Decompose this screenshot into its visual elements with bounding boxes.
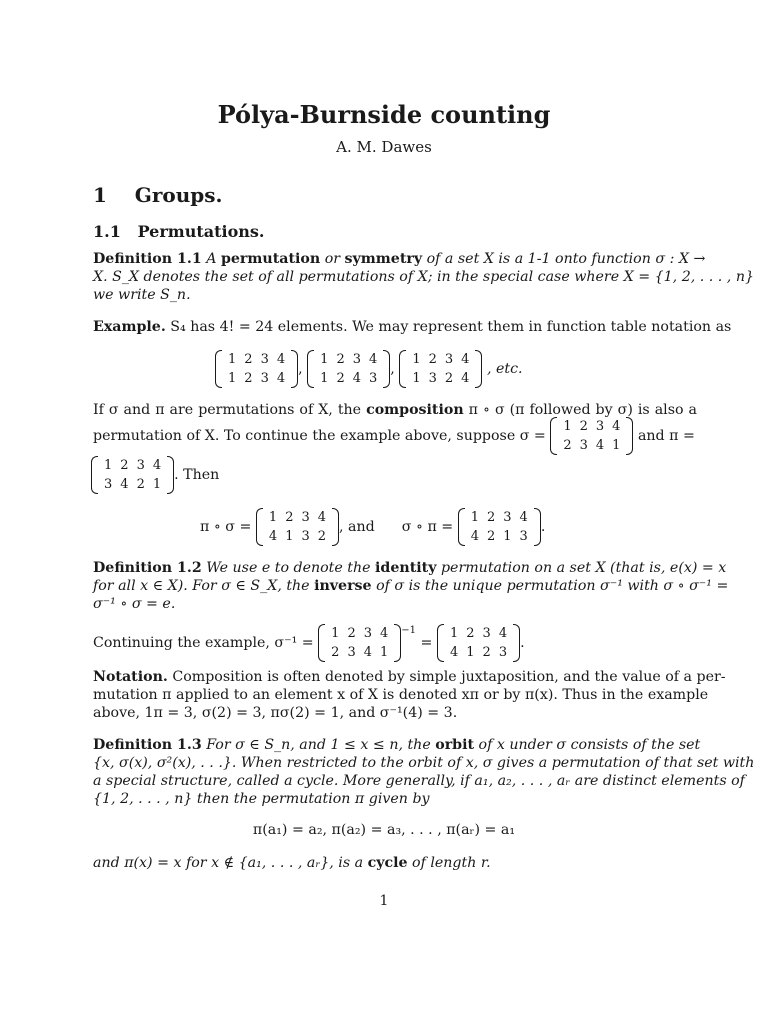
matrix-cell: 3: [482, 626, 491, 641]
comp-text: If σ and π are permutations of X, the: [93, 402, 367, 418]
matrix-cell: 1: [380, 645, 389, 660]
inverse-example: [93, 624, 525, 662]
example-text: S₄ has 4! = 24 elements. We may represent them in function table notation as: [170, 319, 732, 335]
matrix-cell: 2: [486, 510, 496, 525]
and-text: , and: [339, 519, 375, 535]
matrix-cell: 4: [461, 371, 470, 386]
matrix-cell: 1: [612, 438, 621, 453]
matrix-cell: 1: [412, 352, 421, 367]
matrix-cell: 1: [268, 510, 278, 525]
matrix-sigma: [550, 417, 633, 455]
section-title: Groups.: [134, 183, 223, 207]
matrix-row: [100, 456, 165, 475]
matrix-table: [408, 350, 473, 388]
matrix-cell: 4: [470, 529, 479, 544]
matrix-cell: 3: [347, 645, 356, 660]
etc-text: , etc.: [486, 361, 523, 377]
term-identity: identity: [375, 560, 437, 576]
matrix-cell: 3: [369, 371, 378, 386]
matrix-cell: 2: [579, 419, 588, 434]
matrix-cell: 4: [461, 352, 470, 367]
def12-text: We use e to denote the: [201, 560, 376, 576]
def11-text: or: [320, 251, 345, 267]
matrix-m2: [307, 350, 390, 388]
def12-text: permutation on a set X (that is, e(x) = x: [436, 560, 727, 576]
def12-line3: σ⁻¹ ∘ σ = e.: [93, 596, 176, 612]
matrix-cell: 3: [260, 371, 269, 386]
matrix-pisigma: [256, 508, 339, 546]
matrix-cell: 2: [466, 626, 475, 641]
cycle-display: π(a₁) = a₂, π(a₂) = a₃, . . . , π(aᵣ) = a₁: [252, 822, 516, 838]
matrix-sigmapi: [458, 508, 541, 546]
matrix-cell: 2: [347, 626, 356, 641]
matrix-row: [265, 508, 330, 527]
notation-line3: above, 1π = 3, σ(2) = 3, πσ(2) = 1, and σ⁻¹(4) = 3.: [93, 705, 458, 721]
matrix-cell: 1: [449, 626, 459, 641]
matrix-cell: 2: [486, 529, 496, 544]
matrix-row: [265, 527, 330, 546]
matrix-cell: 4: [449, 645, 459, 660]
matrix-cell: 2: [482, 645, 491, 660]
matrix-cell: 1: [104, 458, 113, 473]
def13-line4: {1, 2, . . . , n} then the permutation π given by: [93, 791, 430, 807]
matrix-sigma-again: [318, 624, 401, 662]
matrix-row: [327, 643, 392, 662]
def11-text: of a set X is a 1-1 onto function σ : X →: [422, 251, 706, 267]
matrix-cell: 3: [352, 352, 361, 367]
matrix-cell: 3: [519, 529, 528, 544]
def11-line3: we write S_n.: [93, 287, 191, 303]
matrix-cell: 3: [595, 419, 605, 434]
page-number: 1: [379, 893, 389, 909]
comp-text: π ∘ σ (π followed by σ) is also a: [463, 402, 697, 418]
comp-line2: [93, 417, 695, 455]
matrix-row: [100, 475, 165, 494]
matrix-table: [224, 350, 289, 388]
matrix-table: [316, 350, 381, 388]
matrix-cell: 3: [104, 477, 113, 492]
matrix-cell: 2: [120, 458, 129, 473]
matrix-cell: 4: [380, 626, 389, 641]
comma: ,: [390, 361, 395, 377]
example-line: [93, 318, 731, 336]
term-inverse: inverse: [314, 578, 372, 594]
term-permutation: permutation: [220, 251, 321, 267]
matrix-cell: 1: [320, 371, 329, 386]
term-symmetry: symmetry: [344, 251, 423, 267]
matrix-table: [327, 624, 392, 662]
def13-text: and π(x) = x for x ∉ {a₁, . . . , aᵣ}, is a: [93, 855, 368, 871]
matrix-cell: 4: [276, 371, 286, 386]
matrix-row: [316, 369, 381, 388]
section-number: 1: [93, 183, 107, 207]
matrix-cell: 4: [498, 626, 508, 641]
section-heading: [93, 183, 223, 207]
inverse-lhs: Continuing the example, σ⁻¹ =: [93, 635, 319, 651]
comp-text: . Then: [174, 467, 220, 483]
matrix-row: [446, 624, 511, 643]
matrix-cell: 1: [228, 371, 237, 386]
matrix-cell: 1: [320, 352, 329, 367]
def13-line3: a special structure, called a cycle. More generally, if a₁, a₂, . . . , aᵣ are distinct elements of: [93, 773, 745, 789]
matrix-cell: 2: [336, 352, 345, 367]
def13-line1: [93, 736, 701, 754]
matrix-cell: 1: [470, 510, 479, 525]
def13-line2: {x, σ(x), σ²(x), . . .}. When restricted to the orbit of x, σ gives a permutation of that set with: [93, 755, 755, 771]
matrix-cell: 1: [563, 419, 572, 434]
matrix-cell: 1: [466, 645, 475, 660]
matrix-row: [467, 508, 532, 527]
def13-text: For σ ∈ S_n, and 1 ≤ x ≤ n, the: [201, 737, 436, 753]
def11-line1: [93, 250, 706, 268]
matrix-cell: 1: [228, 352, 237, 367]
matrix-cell: 4: [369, 352, 378, 367]
term-orbit: orbit: [435, 737, 475, 753]
matrix-cell: 2: [336, 371, 345, 386]
def13-line5: [93, 854, 491, 872]
matrix-cell: 2: [444, 371, 454, 386]
comma: ,: [298, 361, 303, 377]
sigmapi-lhs: σ ∘ π =: [401, 519, 458, 535]
matrix-cell: 1: [412, 371, 421, 386]
notation-text: Composition is often denoted by simple juxtaposition, and the value of a per-: [167, 669, 726, 685]
matrix-row: [408, 369, 473, 388]
matrix-row: [316, 350, 381, 369]
matrix-cell: 3: [136, 458, 145, 473]
matrix-cell: 2: [244, 352, 253, 367]
matrix-row: [224, 369, 289, 388]
comp-text: and π =: [637, 428, 695, 444]
matrix-cell: 2: [317, 529, 327, 544]
matrix-m3: [399, 350, 482, 388]
matrix-row: [559, 436, 624, 455]
comp-line3: [91, 456, 219, 494]
matrix-table: [265, 508, 330, 546]
period: .: [540, 519, 546, 535]
composition-display: [200, 508, 545, 546]
def13-label: Definition 1.3: [93, 737, 202, 753]
pisigma-lhs: π ∘ σ =: [200, 519, 256, 535]
matrix-m1: [215, 350, 298, 388]
notation-line2: mutation π applied to an element x of X is denoted xπ or by π(x). Thus in the example: [93, 687, 709, 703]
matrix-cell: 3: [444, 352, 454, 367]
term-composition: composition: [366, 402, 464, 418]
subsection-title: Permutations.: [137, 222, 265, 241]
notation-label: Notation.: [93, 669, 168, 685]
matrix-cell: 4: [612, 419, 621, 434]
def11-text: A: [206, 251, 221, 267]
matrix-row: [467, 527, 532, 546]
matrix-cell: 4: [276, 352, 286, 367]
matrix-row: [559, 417, 624, 436]
matrix-row: [446, 643, 511, 662]
def12-line1: [93, 559, 727, 577]
matrix-cell: 4: [363, 645, 373, 660]
matrix-cell: 3: [260, 352, 269, 367]
def12-line2: [93, 577, 729, 595]
matrix-cell: 4: [519, 510, 528, 525]
matrix-cell: 1: [152, 477, 162, 492]
equals: =: [416, 635, 437, 651]
matrix-cell: 4: [268, 529, 278, 544]
term-cycle: cycle: [367, 855, 408, 871]
subsection-number: 1.1: [93, 222, 121, 241]
def11-label: Definition 1.1: [93, 251, 202, 267]
matrix-cell: 2: [285, 510, 294, 525]
matrix-inverse: [437, 624, 520, 662]
matrix-pi: [91, 456, 174, 494]
matrix-cell: 2: [244, 371, 253, 386]
matrix-cell: 3: [301, 529, 310, 544]
notation-line1: [93, 668, 726, 686]
def13-text: of length r.: [407, 855, 491, 871]
matrix-cell: 4: [152, 458, 162, 473]
matrix-cell: 1: [285, 529, 294, 544]
example-matrices: [215, 350, 523, 388]
matrix-cell: 3: [579, 438, 588, 453]
matrix-cell: 2: [428, 352, 437, 367]
matrix-cell: 2: [563, 438, 572, 453]
matrix-table: [446, 624, 511, 662]
matrix-row: [327, 624, 392, 643]
page-title: Pólya-Burnside counting: [217, 100, 551, 129]
def12-text: of σ is the unique permutation σ⁻¹ with σ ∘ σ⁻¹ =: [371, 578, 729, 594]
def12-label: Definition 1.2: [93, 560, 202, 576]
matrix-cell: 2: [136, 477, 145, 492]
matrix-cell: 4: [595, 438, 605, 453]
matrix-table: [467, 508, 532, 546]
author: A. M. Dawes: [336, 138, 432, 156]
matrix-cell: 3: [363, 626, 373, 641]
matrix-cell: 1: [503, 529, 512, 544]
matrix-cell: 4: [120, 477, 129, 492]
def11-line2: X. S_X denotes the set of all permutations of X; in the special case where X = {1, 2, . . . , n}: [93, 269, 754, 285]
matrix-cell: 3: [301, 510, 310, 525]
def13-text: of x under σ consists of the set: [474, 737, 701, 753]
comp-text: permutation of X. To continue the example above, suppose σ =: [93, 428, 551, 444]
def12-text: for all x ∈ X). For σ ∈ S_X, the: [93, 578, 315, 594]
matrix-cell: 3: [503, 510, 512, 525]
matrix-cell: 3: [428, 371, 437, 386]
matrix-cell: 4: [352, 371, 361, 386]
matrix-cell: 3: [498, 645, 508, 660]
subsection-heading: [93, 222, 264, 241]
matrix-cell: 1: [331, 626, 340, 641]
inverse-exponent: −1: [401, 625, 417, 637]
matrix-table: [559, 417, 624, 455]
matrix-row: [408, 350, 473, 369]
matrix-table: [100, 456, 165, 494]
matrix-cell: 4: [317, 510, 327, 525]
matrix-row: [224, 350, 289, 369]
example-label: Example.: [93, 319, 166, 335]
period: .: [520, 635, 525, 651]
matrix-cell: 2: [331, 645, 340, 660]
